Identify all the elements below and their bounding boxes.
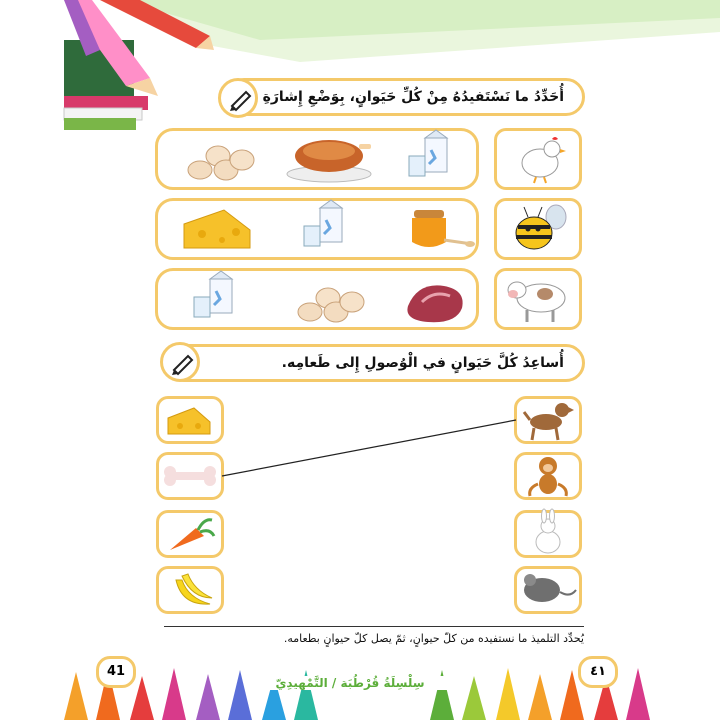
exercise2-instruction: أُساعِدُ كُلَّ حَيَوانٍ في الْوُصولِ إِلى طَعامِه.	[281, 355, 564, 371]
header-decoration	[0, 0, 720, 140]
teacher-footnote: يُحدِّد التلميذ ما نستفيده من كلّ حيوانٍ، ثمّ يصل كلّ حيوانٍ بطعامه.	[283, 632, 584, 645]
rabbit-icon	[526, 512, 570, 556]
cow-icon	[505, 272, 571, 326]
exercise1-instruction-bar	[225, 78, 585, 116]
milk-icon[interactable]	[300, 204, 350, 254]
page-number-right-text: ٤١	[590, 664, 606, 679]
chicken-icon	[510, 133, 570, 185]
cheese-icon[interactable]	[178, 204, 258, 254]
series-title: سِلْسِلَةُ قُرْطُبَة / التَّمْهيدِيّ	[250, 676, 450, 690]
exercise1-instruction: أُحَدِّدُ ما نَسْتَفيدُهُ مِنْ كُلِّ حَيَوانٍ، بِوَضْعِ إِشارَةِ	[262, 89, 564, 105]
eggs-icon[interactable]	[180, 134, 260, 184]
page-number-left	[96, 656, 136, 688]
bone-icon	[162, 462, 218, 492]
milk-icon[interactable]	[405, 134, 455, 184]
cheese-icon	[164, 404, 214, 438]
footnote-divider	[164, 626, 584, 627]
milk-icon[interactable]	[190, 275, 240, 325]
banana-icon	[172, 570, 216, 610]
exercise2-instruction-bar	[165, 344, 585, 382]
meat-icon[interactable]	[402, 276, 472, 326]
honey-icon[interactable]	[408, 204, 478, 254]
eggs-icon[interactable]	[290, 276, 370, 326]
dog-icon	[522, 398, 574, 442]
carrot-icon	[166, 514, 216, 554]
pencil-write-icon	[160, 342, 200, 382]
mouse-icon	[518, 570, 578, 610]
pencil-write-icon	[218, 78, 258, 118]
page-number-left-text: 41	[106, 664, 126, 679]
bee-icon	[508, 203, 568, 255]
monkey-icon	[524, 454, 574, 498]
page-number-right	[578, 656, 618, 688]
roast-chicken-icon[interactable]	[285, 134, 375, 184]
